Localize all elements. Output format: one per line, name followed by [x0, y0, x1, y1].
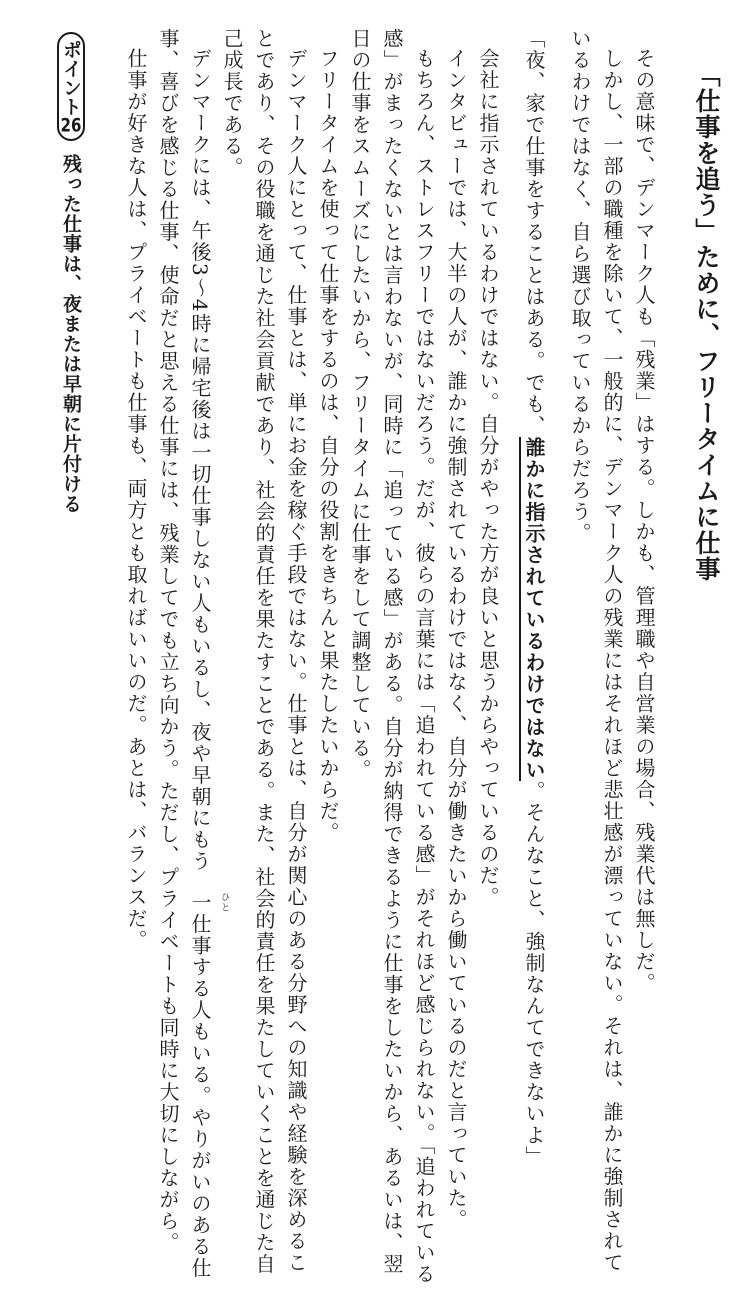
- paragraph-5: インタビューでは、大半の人が、誰かに強制されているわけではなく、自分が働きたいから働いているのだと言っていた。: [444, 48, 468, 1231]
- paragraph-2: しかし、一部の職種を除いて、一般的に、デンマーク人の残業にはそれほど悲壮感が漂っていない。それは、誰かに強制されているわけではなく、自ら選び取っているからだろう。: [568, 28, 624, 1274]
- quote-text-after: 。そんなこと、強制なんてできないよ」: [522, 780, 546, 1168]
- paragraph-8: デンマーク人にとって、仕事とは、単にお金を稼ぐ手段ではない。仕事とは、自分が関心のある分野への知識や経験を深めることであり、その役職を通じた社会貢献であり、社会的責任を果たすことである。また、社会的責任を果たしていくことを通じた自己成長である。: [220, 28, 308, 1275]
- section-title: 「仕事を追う」ために、フリータイムに仕事: [692, 62, 721, 582]
- point-number: 26: [60, 116, 82, 135]
- emphasis-text: 誰かに指示されているわけではない: [519, 437, 546, 781]
- point-label: ポイント: [60, 40, 82, 116]
- paragraph-10: 仕事が好きな人は、プライベートも仕事も、両方とも取ればいいのだ。あとは、バランスだ。: [124, 48, 148, 951]
- paragraph-9-before: デンマークには、午後3～4時に帰宅後は一切仕事しない人もいるし、夜や早朝にもう: [188, 48, 212, 872]
- paragraph-4: 会社に指示されているわけではない。自分がやった方が良いと思うからやっているのだ。: [476, 48, 500, 908]
- ruby-base: 一: [188, 891, 212, 914]
- point-text: 残った仕事は、夜または早朝に片付ける: [60, 153, 82, 514]
- quote-paragraph: [518, 28, 550, 1287]
- paragraph-9-after: 仕事する人もいる。やりがいのある仕事、喜びを感じる仕事、使命だと思える仕事には、残業してでも立ち向かう。ただし、プライベートも同時に大切にしながら。: [156, 28, 212, 1279]
- ruby-reading: ひと: [219, 891, 229, 913]
- point-box: [56, 28, 86, 1287]
- paragraph-7: フリータイムを使って仕事をするのは、自分の役割をきちんと果たしたいからだ。: [316, 48, 340, 844]
- quote-text-before: 「夜、家で仕事をすることはある。でも、: [522, 28, 546, 437]
- point-badge: [57, 32, 85, 141]
- paragraph-1: その意味で、デンマーク人も「残業」はする。しかも、管理職や自営業の場合、残業代は無しだ。: [632, 48, 656, 994]
- paragraph-9: [152, 28, 229, 1287]
- paragraph-6: もちろん、ストレスフリーではないだろう。だが、彼らの言葉には「追われている感」がそれほど感じられない。「追われている感」がまったくないとは言わないが、同時に「追っている感」がある。自分が納得できるように仕事をしたいから、あるいは、翌日の仕事をスムーズにしたいから、フリータイムに仕事をして調整している。: [348, 28, 436, 1285]
- ruby-character: [184, 872, 229, 914]
